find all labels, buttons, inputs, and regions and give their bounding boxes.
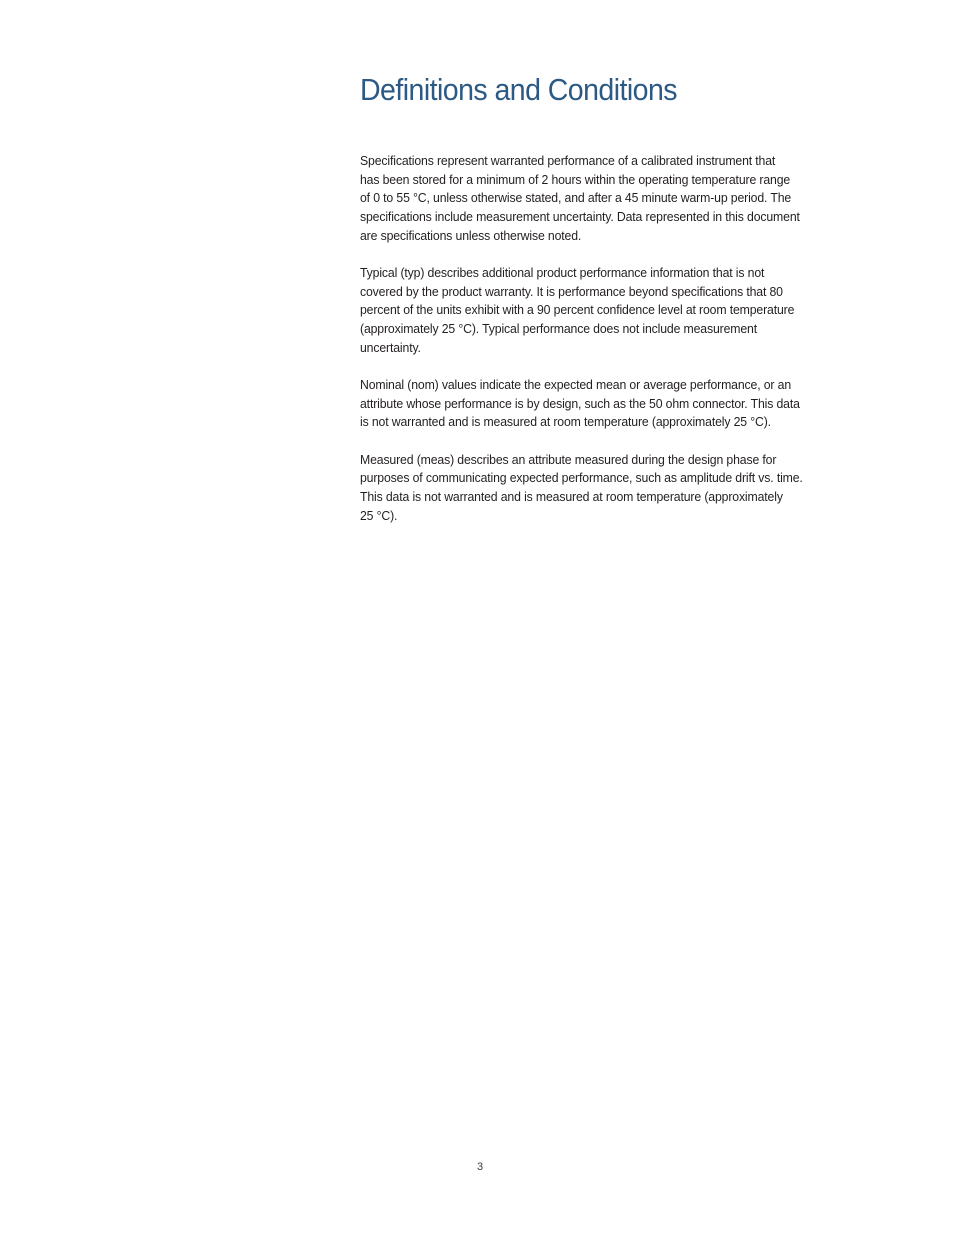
definitions-body (360, 152, 850, 525)
content-column (360, 70, 850, 544)
paragraph-nominal: Nominal (nom) values indicate the expected mean or average performance, or an attribute whose performance is by design, such as the 50 ohm connector. This data is not warranted and is measured at room temperature (approximately 25 °C). (360, 377, 800, 430)
paragraph-typical: Typical (typ) describes additional product performance information that is not covered by the product warranty. It is performance beyond specifications that 80 percent of the units exhibit with a 90 percent confidence level at room temperature (approximately 25 °C). Typical performance does not include measurement uncertainty. (360, 265, 795, 355)
paragraph-measured: Measured (meas) describes an attribute measured during the design phase for purposes of communicating expected performance, such as amplitude drift vs. time. This data is not warranted and is measured at room temperature (approximately 25 °C). (360, 451, 803, 523)
page-title: Definitions and Conditions (360, 72, 678, 107)
paragraph-specifications: Specifications represent warranted performance of a calibrated instrument that has been stored for a minimum of 2 hours within the operating temperature range of 0 to 55 °C, unless otherwise stated, and after a 45 minute warm-up period. The specifications include measurement uncertainty. Data represented in this document are specifications unless otherwise noted. (360, 153, 800, 243)
page-number: 3 (476, 1161, 484, 1173)
